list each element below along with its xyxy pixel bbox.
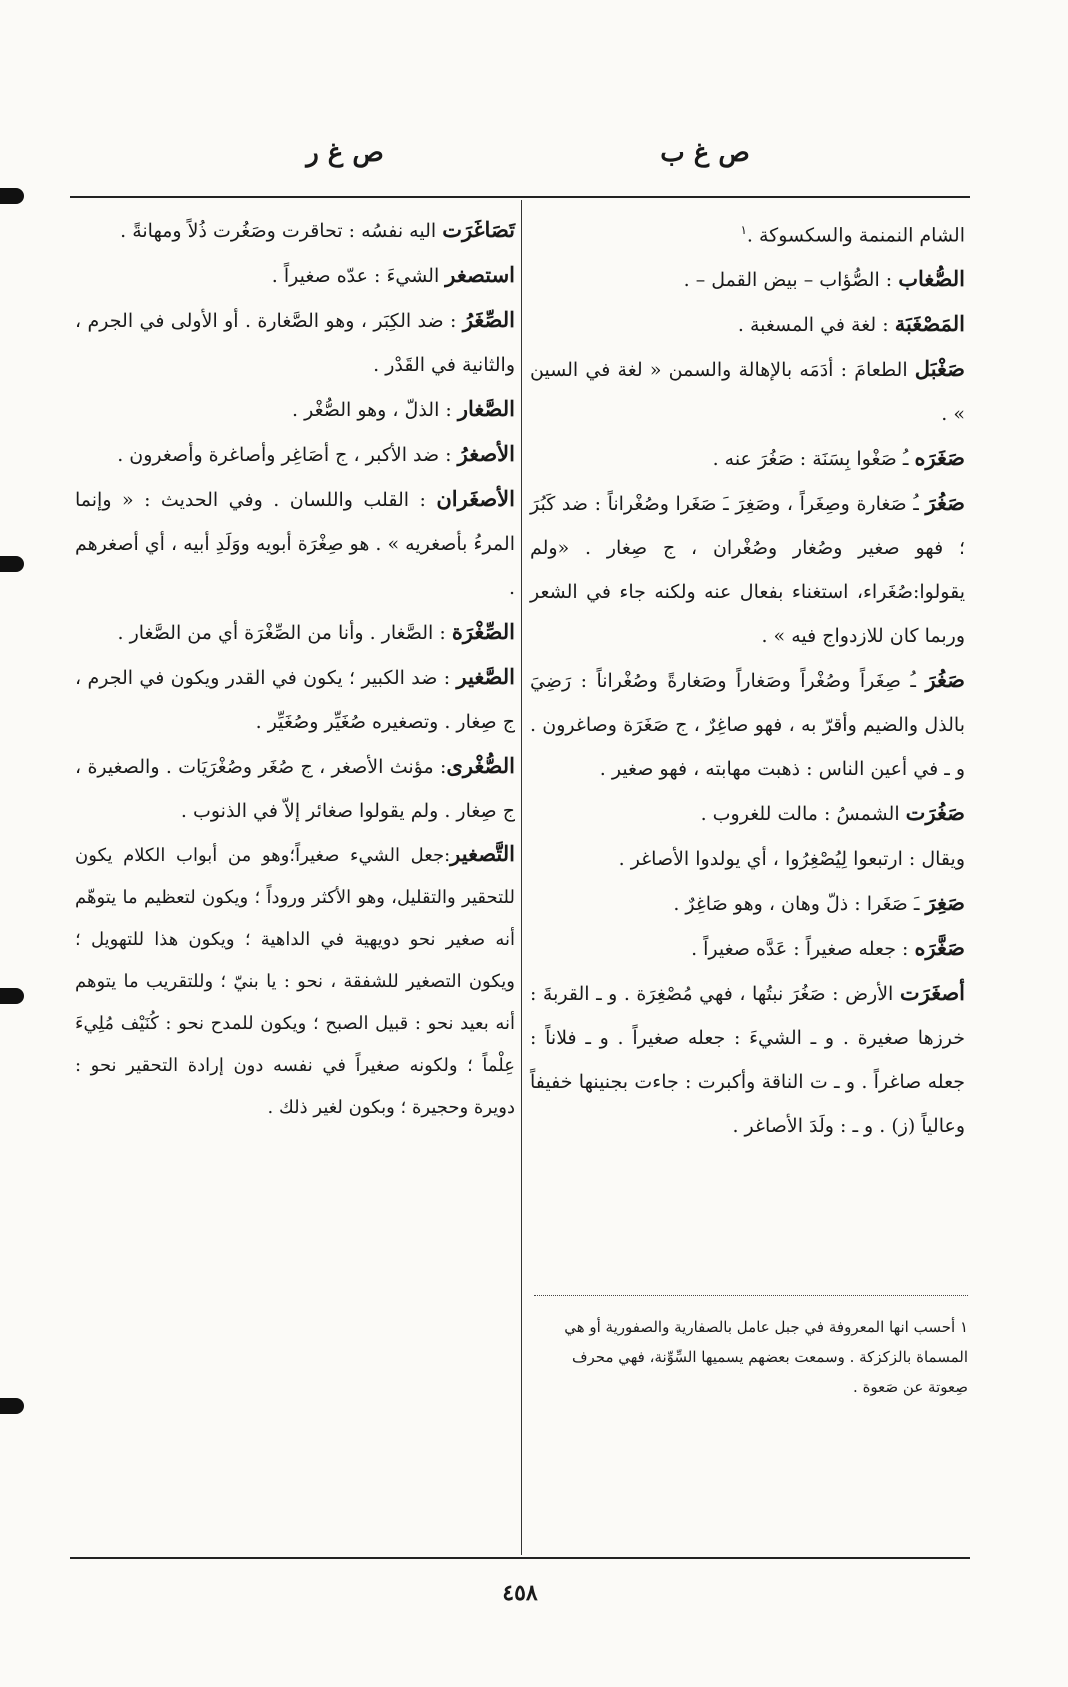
entry: الصُّغْرى: مؤنث الأصغر ، ج صُغَر وصُغْرَيَات . والصغيرة ، ج صِغار . ولم يقولوا صغائر إلاّ في الذنوب . bbox=[75, 753, 515, 822]
scan-edge-mark bbox=[0, 988, 24, 1004]
column-divider bbox=[521, 200, 522, 1555]
entry: ويقال : ارتبعوا لِيُصْغِرُوا ، أي يولدوا الأصاغر . bbox=[618, 848, 965, 871]
entry: الصَّغير : ضد الكبير ؛ يكون في القدر ويكون في الجرم ، ج صِغار . وتصغيره صُغَيِّر وصُغَيِّر . bbox=[75, 664, 515, 733]
right-column bbox=[530, 208, 965, 1148]
scan-edge-mark bbox=[0, 188, 24, 204]
footnote-rule bbox=[534, 1295, 968, 1296]
entry: أصغَرَت الأرض : صَغُرَ نبتُها ، فهي مُصْغِرَة . و ـ القربةَ : خرزها صغيرة . و ـ الشيءَ : جعله صغيراً . و ـ فلاناً : جعله صاغراً . و ـ ت الناقة وأكبرت : جاءت بجنينها خفيفاً وعالياً (ز) . و ـ : ولَدَ الأصاغر . bbox=[530, 980, 965, 1138]
entry: استصغر الشيءَ : عدّه صغيراً . bbox=[271, 262, 515, 287]
entry: تَصَاغَرَت اليه نفسُه : تحاقرت وصَغُرت ذُلاً ومهانةً . bbox=[120, 217, 515, 242]
entry: التَّصغير:جعل الشيء صغيراً؛وهو من أبواب الكلام يكون للتحقير والتقليل، وهو الأكثر وروداً ؛ ويكون لتعظيم ما يتوهّم أنه صغير نحو دويهية في الداهية ؛ ويكون هذا للتهويل ؛ ويكون التصغير للشفقة ، نحو : يا بنيّ ؛ وللتقريب ما يتوهم أنه بعيد نحو : قبيل الصبح ؛ ويكون للمدح نحو : كُنَيْف مُلِيءَ عِلْماً ؛ ولكونه صغيراً في نفسه دون إرادة التحقير نحو : دويرة وحجيرة ؛ وبكون لغير ذلك . bbox=[75, 841, 515, 1118]
entry: الشام النمنمة والسكسوكة .$^١$ bbox=[740, 223, 965, 247]
entry: صَغِرَ ـَ صَغَرا : ذلّ وهان ، وهو صَاغِرٌ . bbox=[673, 890, 965, 916]
entry: الصِّغَرُ : ضد الكِبَر ، وهو الصَّغارة . أو الأولى في الجرم ، والثانية في القَدْر . bbox=[75, 307, 515, 376]
bottom-rule bbox=[70, 1557, 970, 1559]
page-number: ٤٥٨ bbox=[502, 1580, 538, 1606]
footnote bbox=[534, 1312, 968, 1402]
entry: صَغُرَ ـُ صَغارة وصِغَراً ، وصَغِرَ ـَ صَغَرا وصُغْراناً : ضد كَبُرَ ؛ فهو صغير وصُغار وصُغْران ، ج صِغار . «ولم يقولوا:صُغَراء، استغناء بفعال عنه ولكنه جاء في الشعر وربما كان للازدواج فيه » . bbox=[530, 490, 965, 648]
entry: صَغُرَ ـُ صِغَراً وصُغْراً وصَغاراً وصَغارةً وصُغْراناً : رَضِيَ بالذل والضيم وأقرّ به ، فهو صاغِرٌ ، ج صَغَرَة وصاغرون . و ـ في أعين الناس : ذهبت مهابته ، فهو صغير . bbox=[530, 667, 965, 781]
left-column bbox=[75, 208, 515, 1129]
entry: الصُّغاب : الصُّؤاب – بيض القمل – . bbox=[683, 266, 965, 292]
entry: الأصغَران : القلب واللسان . وفي الحديث : « وإنما المرءُ بأصغريه » . هو صِغْرَة أبويه ووَلَدِ أبيه ، أي أصغرهم . bbox=[75, 486, 515, 599]
scan-edge-mark bbox=[0, 556, 24, 572]
right-column-title: ص غ ب bbox=[660, 138, 750, 168]
entry: الصِّغْرَة : الصَّغار . وأنا من الصِّغْرَة أي من الصَّغار . bbox=[117, 619, 515, 644]
scan-edge-mark bbox=[0, 1398, 24, 1414]
left-column-title: ص غ ر bbox=[306, 138, 384, 168]
top-rule bbox=[70, 196, 970, 198]
entry: الصَّغار : الذلّ ، وهو الصُّغْر . bbox=[292, 396, 515, 421]
entry: صَغْبَل الطعامَ : أدَمَه بالإهالة والسمن « لغة في السين » . bbox=[530, 356, 965, 426]
entry: المَصْغَبَة : لغة في المسغبة . bbox=[737, 311, 965, 337]
footnote-mark: ١ bbox=[959, 1318, 968, 1336]
entry: صَغَّرَه : جعله صغيراً : عَدَّه صغيراً . bbox=[691, 935, 965, 961]
entry: صَغَرَه ـُ صَغْوا بِسَنَة : صَغُرَ عنه . bbox=[712, 445, 965, 471]
entry: الأصغرُ : ضد الأكبر ، ج أصَاغِر وأصاغرة وأصغرون . bbox=[117, 441, 515, 466]
footnote-text: أحسب انها المعروفة في جبل عامل بالصفارية والصفورية أو هي المسماة بالزكزكة . وسمعت بعضهم يسميها السِّوِّنة، فهي محرف صِعوتة عن صَعوة . bbox=[564, 1318, 968, 1396]
footnote-ref: ١ bbox=[740, 223, 747, 237]
entry: صَغُرَت الشمسُ : مالت للغروب . bbox=[700, 800, 965, 826]
